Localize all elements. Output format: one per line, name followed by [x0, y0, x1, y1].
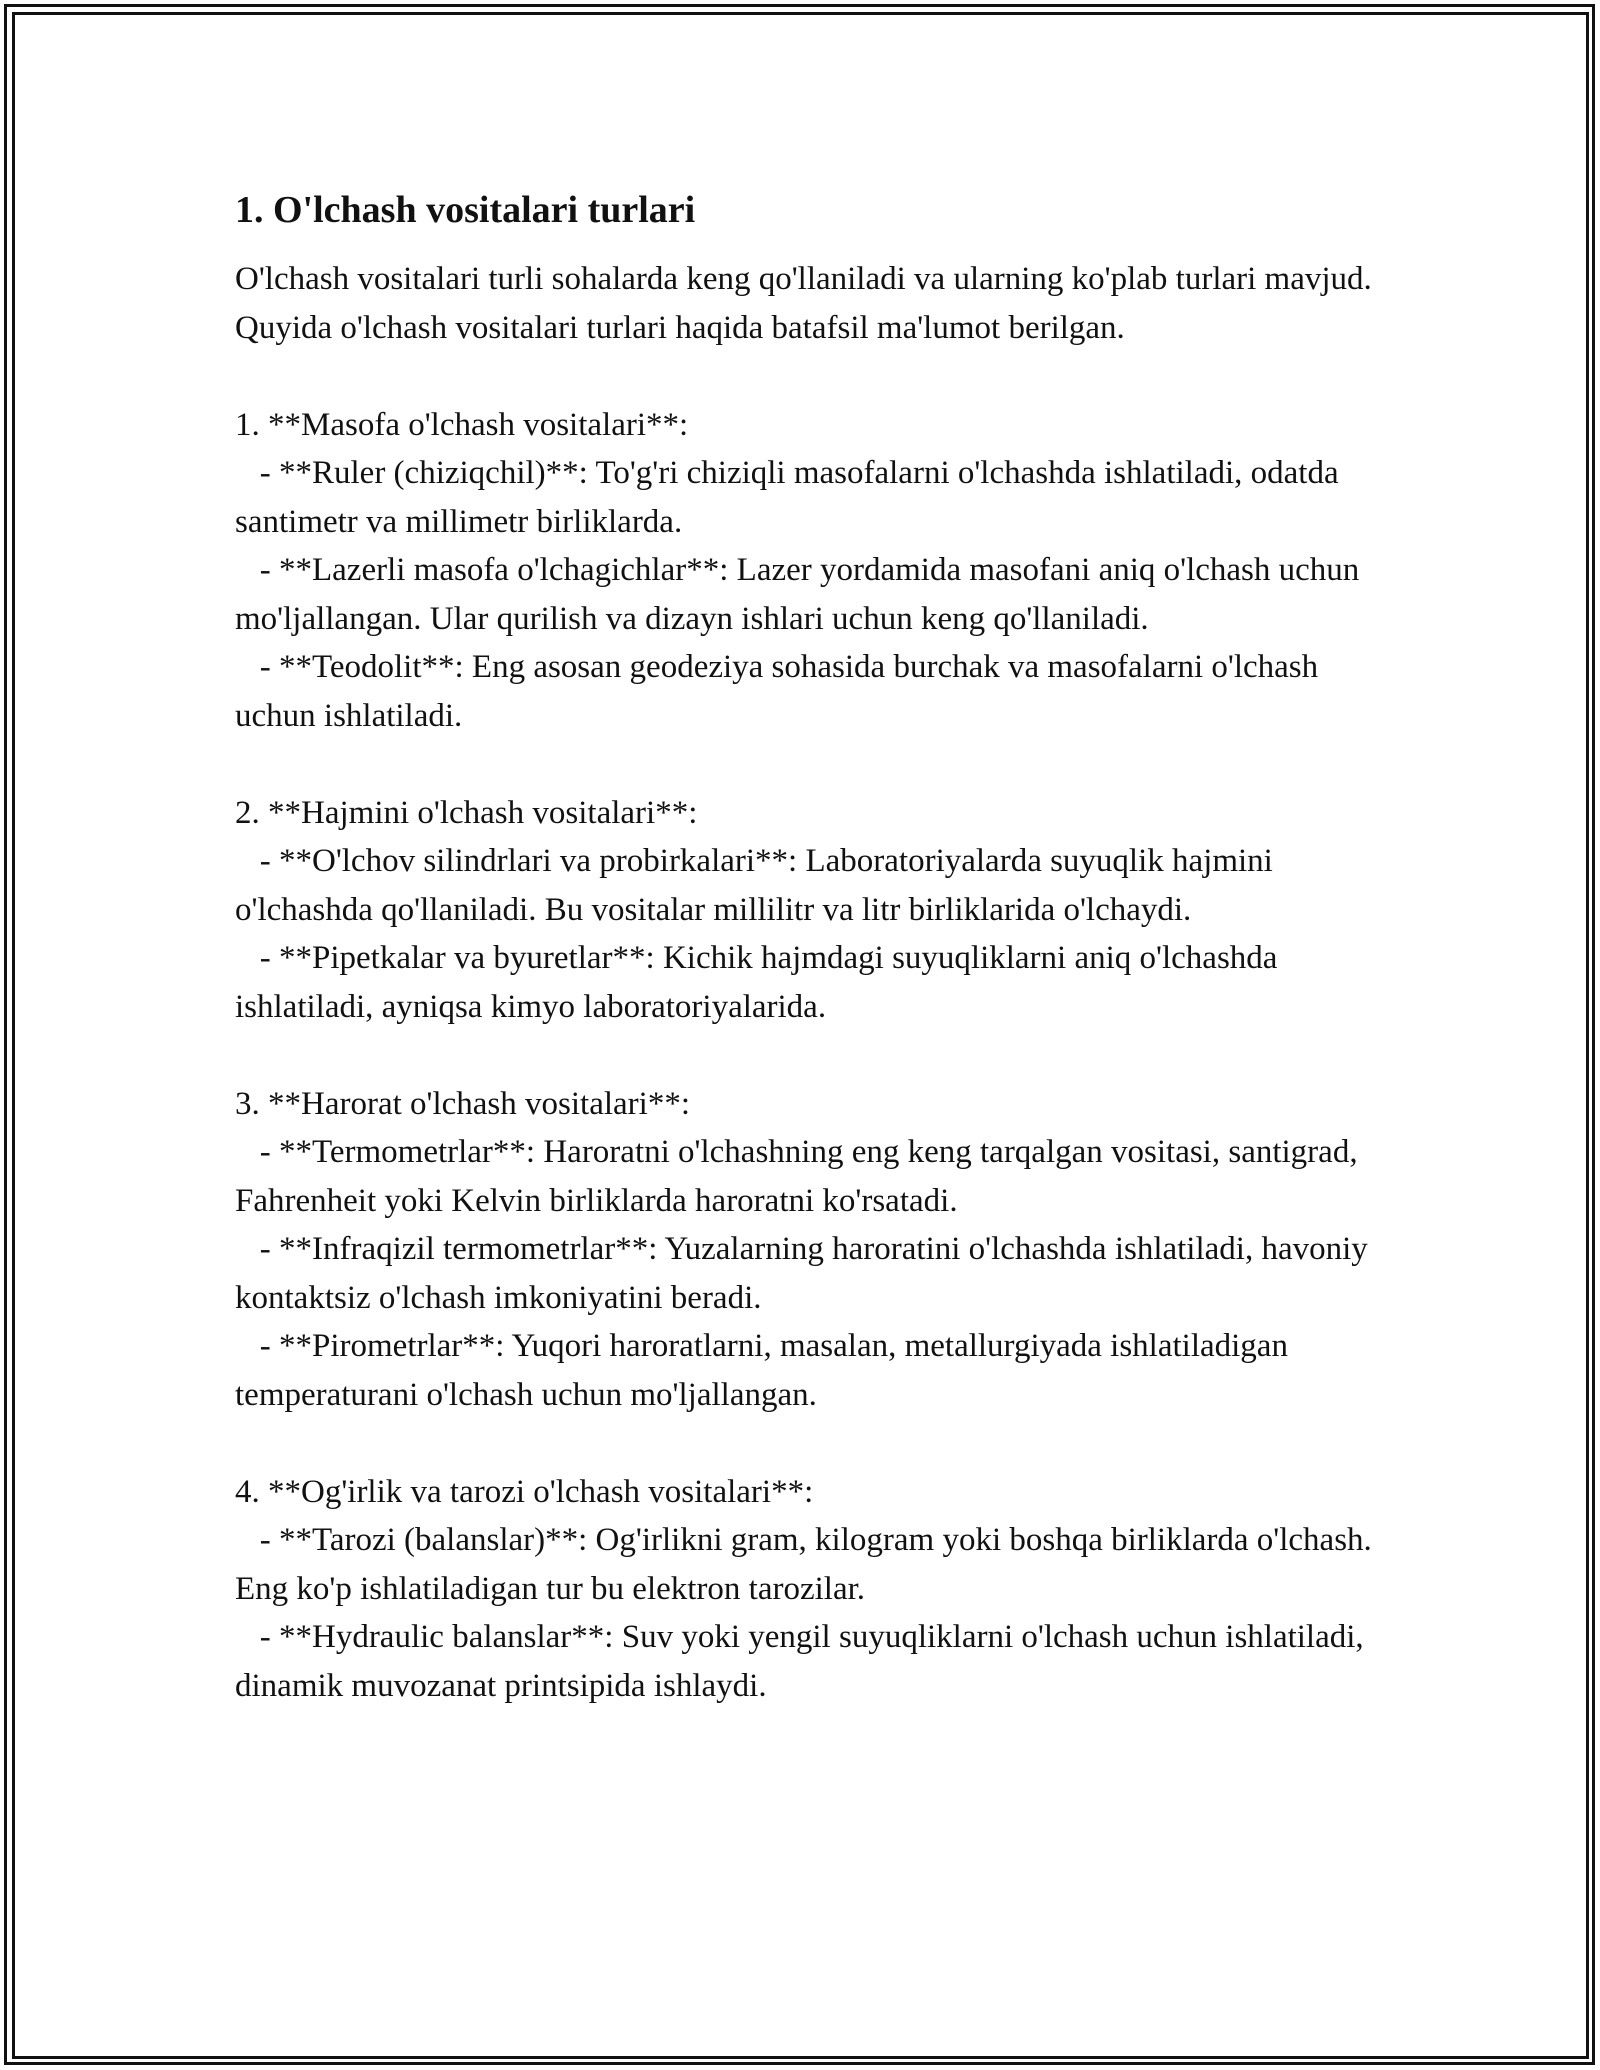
section-distance: [235, 401, 1395, 741]
list-item: [235, 1613, 1395, 1710]
list-item: [235, 1516, 1395, 1613]
list-item: [235, 643, 1395, 740]
list-item-text: - **Termometrlar**: Haroratni o'lchashning eng keng tarqalgan vositasi, santigrad, Fahrenheit yoki Kelvin birliklarda haroratni ko'rsatadi.: [235, 1134, 1358, 1219]
list-item-text: - **Pirometrlar**: Yuqori haroratlarni, masalan, metallurgiyada ishlatiladigan temperaturani o'lchash uchun mo'ljallangan.: [235, 1328, 1288, 1413]
list-item-text: - **Tarozi (balanslar)**: Og'irlikni gram, kilogram yoki boshqa birliklarda o'lchash. Eng ko'p ishlatiladigan tur bu elektron tarozilar.: [235, 1522, 1372, 1607]
list-item: [235, 934, 1395, 1031]
list-item: [235, 449, 1395, 546]
list-item-text: - **Teodolit**: Eng asosan geodeziya sohasida burchak va masofalarni o'lchash uchun ishlatiladi.: [235, 649, 1319, 734]
list-item-text: - **O'lchov silindrlari va probirkalari**: Laboratoriyalarda suyuqlik hajmini o'lchashda qo'llaniladi. Bu vositalar millilitr va litr birliklarida o'lchaydi.: [235, 843, 1273, 928]
section-heading: 2. **Hajmini o'lchash vositalari**:: [235, 794, 698, 831]
list-item: [235, 837, 1395, 934]
list-item: [235, 546, 1395, 643]
list-item-text: - **Ruler (chiziqchil)**: To'g'ri chiziqli masofalarni o'lchashda ishlatiladi, odatda santimetr va millimetr birliklarda.: [235, 455, 1339, 540]
intro-paragraph: O'lchash vositalari turli sohalarda keng qo'llaniladi va ularning ko'plab turlari mavjud. Quyida o'lchash vositalari turlari haqida batafsil ma'lumot berilgan.: [235, 261, 1372, 346]
list-item-text: - **Infraqizil termometrlar**: Yuzalarning haroratini o'lchashda ishlatiladi, havoniy kontaktsiz o'lchash imkoniyatini beradi.: [235, 1231, 1368, 1316]
list-item: [235, 1225, 1395, 1322]
document-body: [235, 185, 1395, 1710]
list-item: [235, 1322, 1395, 1419]
section-heading: 4. **Og'irlik va tarozi o'lchash vositalari**:: [235, 1473, 814, 1510]
list-item-text: - **Lazerli masofa o'lchagichlar**: Lazer yordamida masofani aniq o'lchash uchun mo'ljallangan. Ular qurilish va dizayn ishlari uchun keng qo'llaniladi.: [235, 552, 1360, 637]
list-item-text: - **Pipetkalar va byuretlar**: Kichik hajmdagi suyuqliklarni aniq o'lchashda ishlatiladi, ayniqsa kimyo laboratoriyalarida.: [235, 940, 1278, 1025]
section-temperature: [235, 1080, 1395, 1420]
section-volume: [235, 789, 1395, 1032]
section-weight: [235, 1468, 1395, 1711]
list-item-text: - **Hydraulic balanslar**: Suv yoki yengil suyuqliklarni o'lchash uchun ishlatiladi, dinamik muvozanat printsipida ishlaydi.: [235, 1619, 1364, 1704]
section-heading: 3. **Harorat o'lchash vositalari**:: [235, 1085, 690, 1122]
page-title: 1. O'lchash vositalari turlari: [235, 189, 696, 231]
list-item: [235, 1128, 1395, 1225]
section-heading: 1. **Masofa o'lchash vositalari**:: [235, 406, 689, 443]
